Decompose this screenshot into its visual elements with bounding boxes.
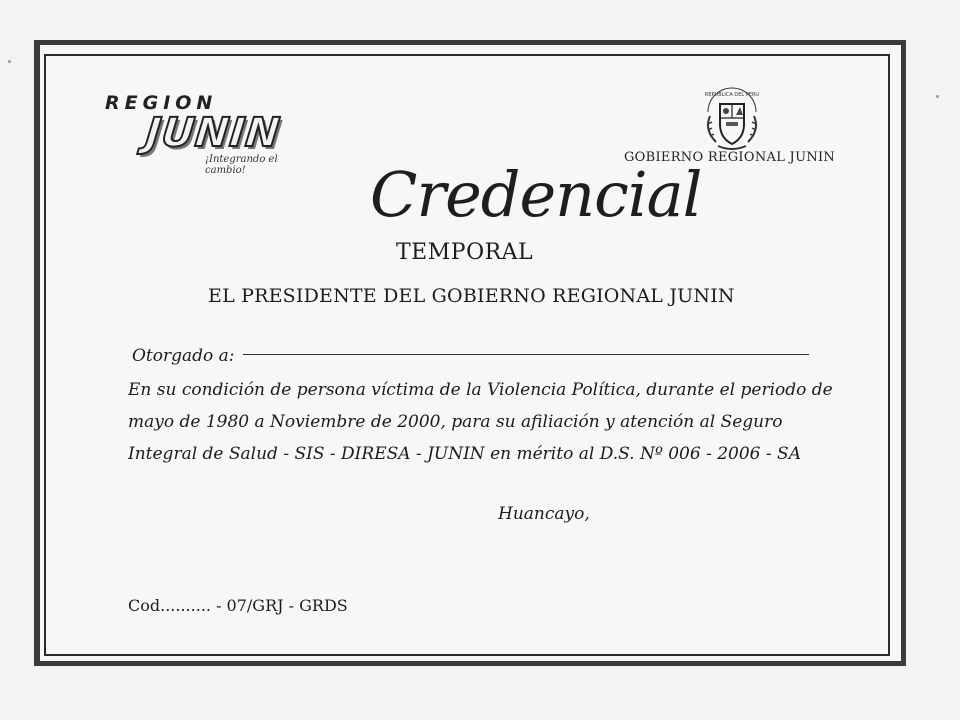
granted-to-label: Otorgado a: — [132, 346, 235, 366]
credential-body — [128, 374, 833, 470]
issuer-heading: EL PRESIDENTE DEL GOBIERNO REGIONAL JUNIN — [208, 285, 735, 307]
speck — [936, 95, 939, 98]
government-name: GOBIERNO REGIONAL JUNIN — [624, 150, 836, 165]
logo-junin-text: JUNIN — [143, 110, 283, 156]
credential-title: Credencial — [370, 158, 702, 231]
logo-slogan: ¡Integrando el cambio! — [205, 154, 278, 176]
document-code: Cod.......... - 07/GRJ - GRDS — [128, 596, 348, 615]
body-line: mayo de 1980 a Noviembre de 2000, para su afiliación y atención al Seguro — [128, 412, 783, 432]
crest-caption: REPUBLICA DEL PERU — [704, 92, 760, 98]
body-line: En su condición de persona víctima de la Violencia Política, durante el periodo de — [128, 380, 833, 400]
logo-region-text: REGION — [105, 92, 218, 114]
body-line: Integral de Salud - SIS - DIRESA - JUNIN en mérito al D.S. Nº 006 - 2006 - SA — [128, 444, 801, 464]
speck — [8, 60, 11, 63]
place-date-line: Huancayo, — [498, 504, 590, 524]
granted-to-blank-line — [243, 354, 809, 355]
peru-coat-of-arms-icon — [698, 82, 766, 154]
region-junin-logo — [100, 92, 315, 177]
credential-subtitle: TEMPORAL — [396, 240, 534, 265]
